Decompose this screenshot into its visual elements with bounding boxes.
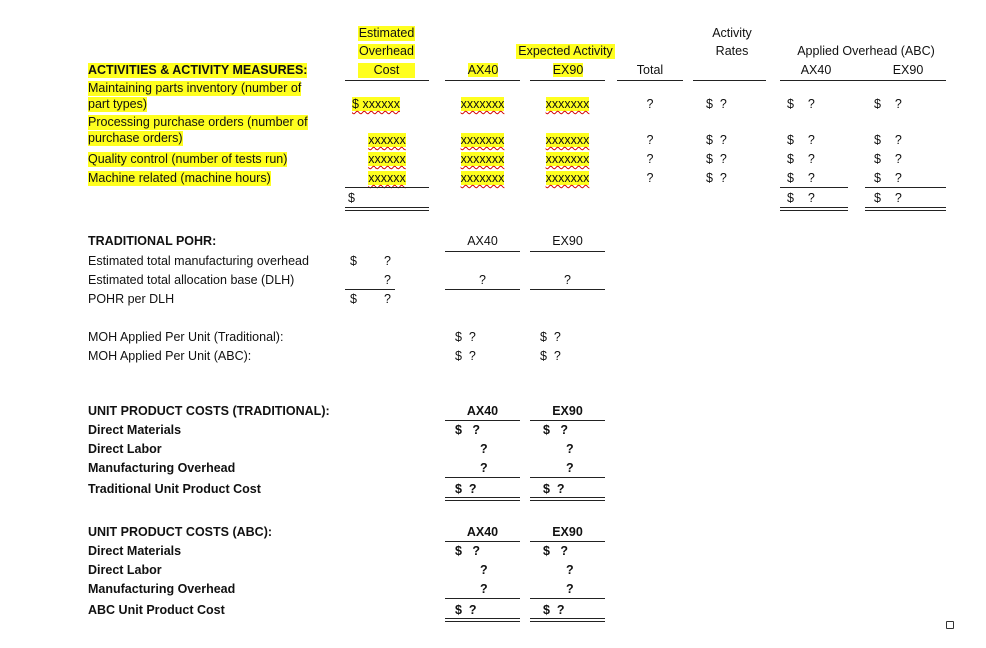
- activity-label: Processing purchase orders (number of: [88, 115, 308, 129]
- trad-ex90-header: EX90: [552, 404, 583, 418]
- expected-ax40-cell: xxxxxxx: [460, 152, 505, 166]
- abcu-ex90-cell: ?: [566, 563, 574, 577]
- abc-section-heading: ACTIVITIES & ACTIVITY MEASURES:: [88, 63, 308, 77]
- activity-label: Maintaining parts inventory (number of: [88, 81, 302, 95]
- subtotal-rule: [345, 187, 429, 188]
- pohr-header-rule: [445, 251, 520, 252]
- trad-header-rule: [445, 420, 520, 421]
- trad-total-double-rule: [445, 497, 520, 501]
- rate-cell: $ ?: [706, 133, 727, 147]
- abcu-ex90-cell: ?: [566, 582, 574, 596]
- header-rule: [345, 80, 429, 81]
- abcu-heading: UNIT PRODUCT COSTS (ABC):: [88, 525, 273, 539]
- pohr-row-label: Estimated total allocation base (DLH): [88, 273, 295, 287]
- total-double-rule: [865, 207, 946, 211]
- expected-ex90-cell: xxxxxxx: [545, 152, 590, 166]
- est-cost-total: $: [348, 191, 355, 205]
- abcu-subtotal-rule: [530, 598, 605, 599]
- activity-header: Activity: [712, 26, 752, 40]
- header-rule: [445, 80, 520, 81]
- applied-ex90-total: $ ?: [874, 191, 902, 205]
- total-double-rule: [345, 207, 429, 211]
- expected-activity-header: Expected Activity: [516, 44, 615, 59]
- est-header-3: Cost: [358, 63, 415, 78]
- est-header-2: Overhead: [359, 44, 414, 58]
- trad-subtotal-rule: [445, 477, 520, 478]
- total-double-rule: [780, 207, 848, 211]
- abcu-row-label: Manufacturing Overhead: [88, 582, 236, 596]
- abcu-total-double-rule: [445, 618, 520, 622]
- expected-ax40-header: AX40: [467, 63, 499, 77]
- est-cost-cell: $ xxxxxx: [352, 97, 400, 111]
- expected-ex90-cell: xxxxxxx: [545, 97, 590, 111]
- expected-ax40-cell: xxxxxxx: [460, 97, 505, 111]
- abcu-total-ax40: $ ?: [455, 603, 477, 617]
- pohr-row-label: POHR per DLH: [88, 292, 175, 306]
- activity-label-cont: purchase orders): [88, 131, 183, 145]
- applied-ax40-cell: $ ?: [787, 171, 815, 185]
- header-rule: [530, 80, 605, 81]
- pohr-dollar: $: [350, 254, 357, 268]
- moh-traditional-ex90: $ ?: [540, 330, 561, 344]
- trad-row-label: Manufacturing Overhead: [88, 461, 236, 475]
- pohr-ax40-base: ?: [479, 273, 486, 287]
- moh-traditional-label: MOH Applied Per Unit (Traditional):: [88, 330, 284, 344]
- abcu-ex90-header: EX90: [552, 525, 583, 539]
- expected-ax40-cell: xxxxxxx: [460, 171, 505, 185]
- trad-ax40-header: AX40: [466, 404, 499, 418]
- abcu-total-label: ABC Unit Product Cost: [88, 603, 225, 617]
- trad-ex90-cell: ?: [566, 461, 574, 475]
- pohr-ax40-header: AX40: [467, 234, 498, 248]
- expected-ex90-header: EX90: [552, 63, 584, 77]
- pohr-value: ?: [384, 254, 391, 268]
- applied-ax40-cell: $ ?: [787, 152, 815, 166]
- abcu-ex90-cell: $ ?: [543, 544, 569, 558]
- header-rule: [780, 80, 946, 81]
- pohr-dollar: $: [350, 292, 357, 306]
- trad-heading: UNIT PRODUCT COSTS (TRADITIONAL):: [88, 404, 330, 418]
- trad-total-label: Traditional Unit Product Cost: [88, 482, 261, 496]
- total-cell: ?: [646, 152, 654, 166]
- activity-label: Machine related (machine hours): [88, 171, 271, 185]
- abcu-ax40-cell: ?: [480, 582, 488, 596]
- applied-ax40-header: AX40: [800, 63, 832, 77]
- pohr-rule: [530, 289, 605, 290]
- trad-ax40-cell: $ ?: [455, 423, 481, 437]
- total-cell: ?: [646, 133, 654, 147]
- abcu-ax40-cell: $ ?: [455, 544, 481, 558]
- expected-ex90-cell: xxxxxxx: [545, 171, 590, 185]
- rate-cell: $ ?: [706, 171, 727, 185]
- subtotal-rule: [865, 187, 946, 188]
- rates-header: Rates: [715, 44, 749, 58]
- rate-cell: $ ?: [706, 152, 727, 166]
- pohr-value: ?: [384, 273, 391, 287]
- trad-ax40-cell: ?: [480, 461, 488, 475]
- applied-ax40-cell: $ ?: [787, 97, 815, 111]
- total-cell: ?: [646, 97, 654, 111]
- moh-traditional-ax40: $ ?: [455, 330, 476, 344]
- total-cell: ?: [646, 171, 654, 185]
- abcu-ax40-cell: ?: [480, 563, 488, 577]
- pohr-value: ?: [384, 292, 391, 306]
- pohr-header-rule: [530, 251, 605, 252]
- trad-total-double-rule: [530, 497, 605, 501]
- est-header-1: Estimated: [358, 26, 415, 40]
- est-cost-cell: xxxxxx: [368, 133, 406, 147]
- trad-header-rule: [530, 420, 605, 421]
- resize-handle-icon[interactable]: [946, 621, 954, 629]
- trad-total-ex90: $ ?: [543, 482, 565, 496]
- est-cost-cell: xxxxxx: [368, 171, 406, 185]
- applied-ex90-cell: $ ?: [874, 133, 902, 147]
- abcu-total-ex90: $ ?: [543, 603, 565, 617]
- total-header: Total: [636, 63, 664, 77]
- pohr-ex90-base: ?: [564, 273, 571, 287]
- abcu-header-rule: [445, 541, 520, 542]
- pohr-heading: TRADITIONAL POHR:: [88, 234, 217, 248]
- applied-ex90-cell: $ ?: [874, 171, 902, 185]
- trad-subtotal-rule: [530, 477, 605, 478]
- abcu-header-rule: [530, 541, 605, 542]
- activity-label: Quality control (number of tests run): [88, 152, 288, 166]
- trad-ex90-cell: ?: [566, 442, 574, 456]
- rate-cell: $ ?: [706, 97, 727, 111]
- trad-row-label: Direct Materials: [88, 423, 182, 437]
- applied-overhead-header: Applied Overhead (ABC): [797, 44, 935, 58]
- abcu-subtotal-rule: [445, 598, 520, 599]
- pohr-ex90-header: EX90: [552, 234, 583, 248]
- est-cost-cell: xxxxxx: [368, 152, 406, 166]
- applied-ax40-cell: $ ?: [787, 133, 815, 147]
- trad-total-ax40: $ ?: [455, 482, 477, 496]
- moh-abc-label: MOH Applied Per Unit (ABC):: [88, 349, 252, 363]
- abcu-row-label: Direct Labor: [88, 563, 162, 577]
- header-rule: [693, 80, 766, 81]
- header-rule: [617, 80, 683, 81]
- abcu-ax40-header: AX40: [466, 525, 499, 539]
- moh-abc-ax40: $ ?: [455, 349, 476, 363]
- applied-ex90-cell: $ ?: [874, 97, 902, 111]
- expected-ax40-cell: xxxxxxx: [460, 133, 505, 147]
- applied-ax40-total: $ ?: [787, 191, 815, 205]
- abcu-row-label: Direct Materials: [88, 544, 182, 558]
- expected-ex90-cell: xxxxxxx: [545, 133, 590, 147]
- pohr-rule: [445, 289, 520, 290]
- subtotal-rule: [780, 187, 848, 188]
- applied-ex90-cell: $ ?: [874, 152, 902, 166]
- trad-ex90-cell: $ ?: [543, 423, 569, 437]
- moh-abc-ex90: $ ?: [540, 349, 561, 363]
- trad-ax40-cell: ?: [480, 442, 488, 456]
- pohr-rule: [345, 289, 395, 290]
- trad-row-label: Direct Labor: [88, 442, 162, 456]
- pohr-row-label: Estimated total manufacturing overhead: [88, 254, 309, 268]
- activity-label-cont: part types): [88, 97, 148, 111]
- applied-ex90-header: EX90: [892, 63, 924, 77]
- abcu-total-double-rule: [530, 618, 605, 622]
